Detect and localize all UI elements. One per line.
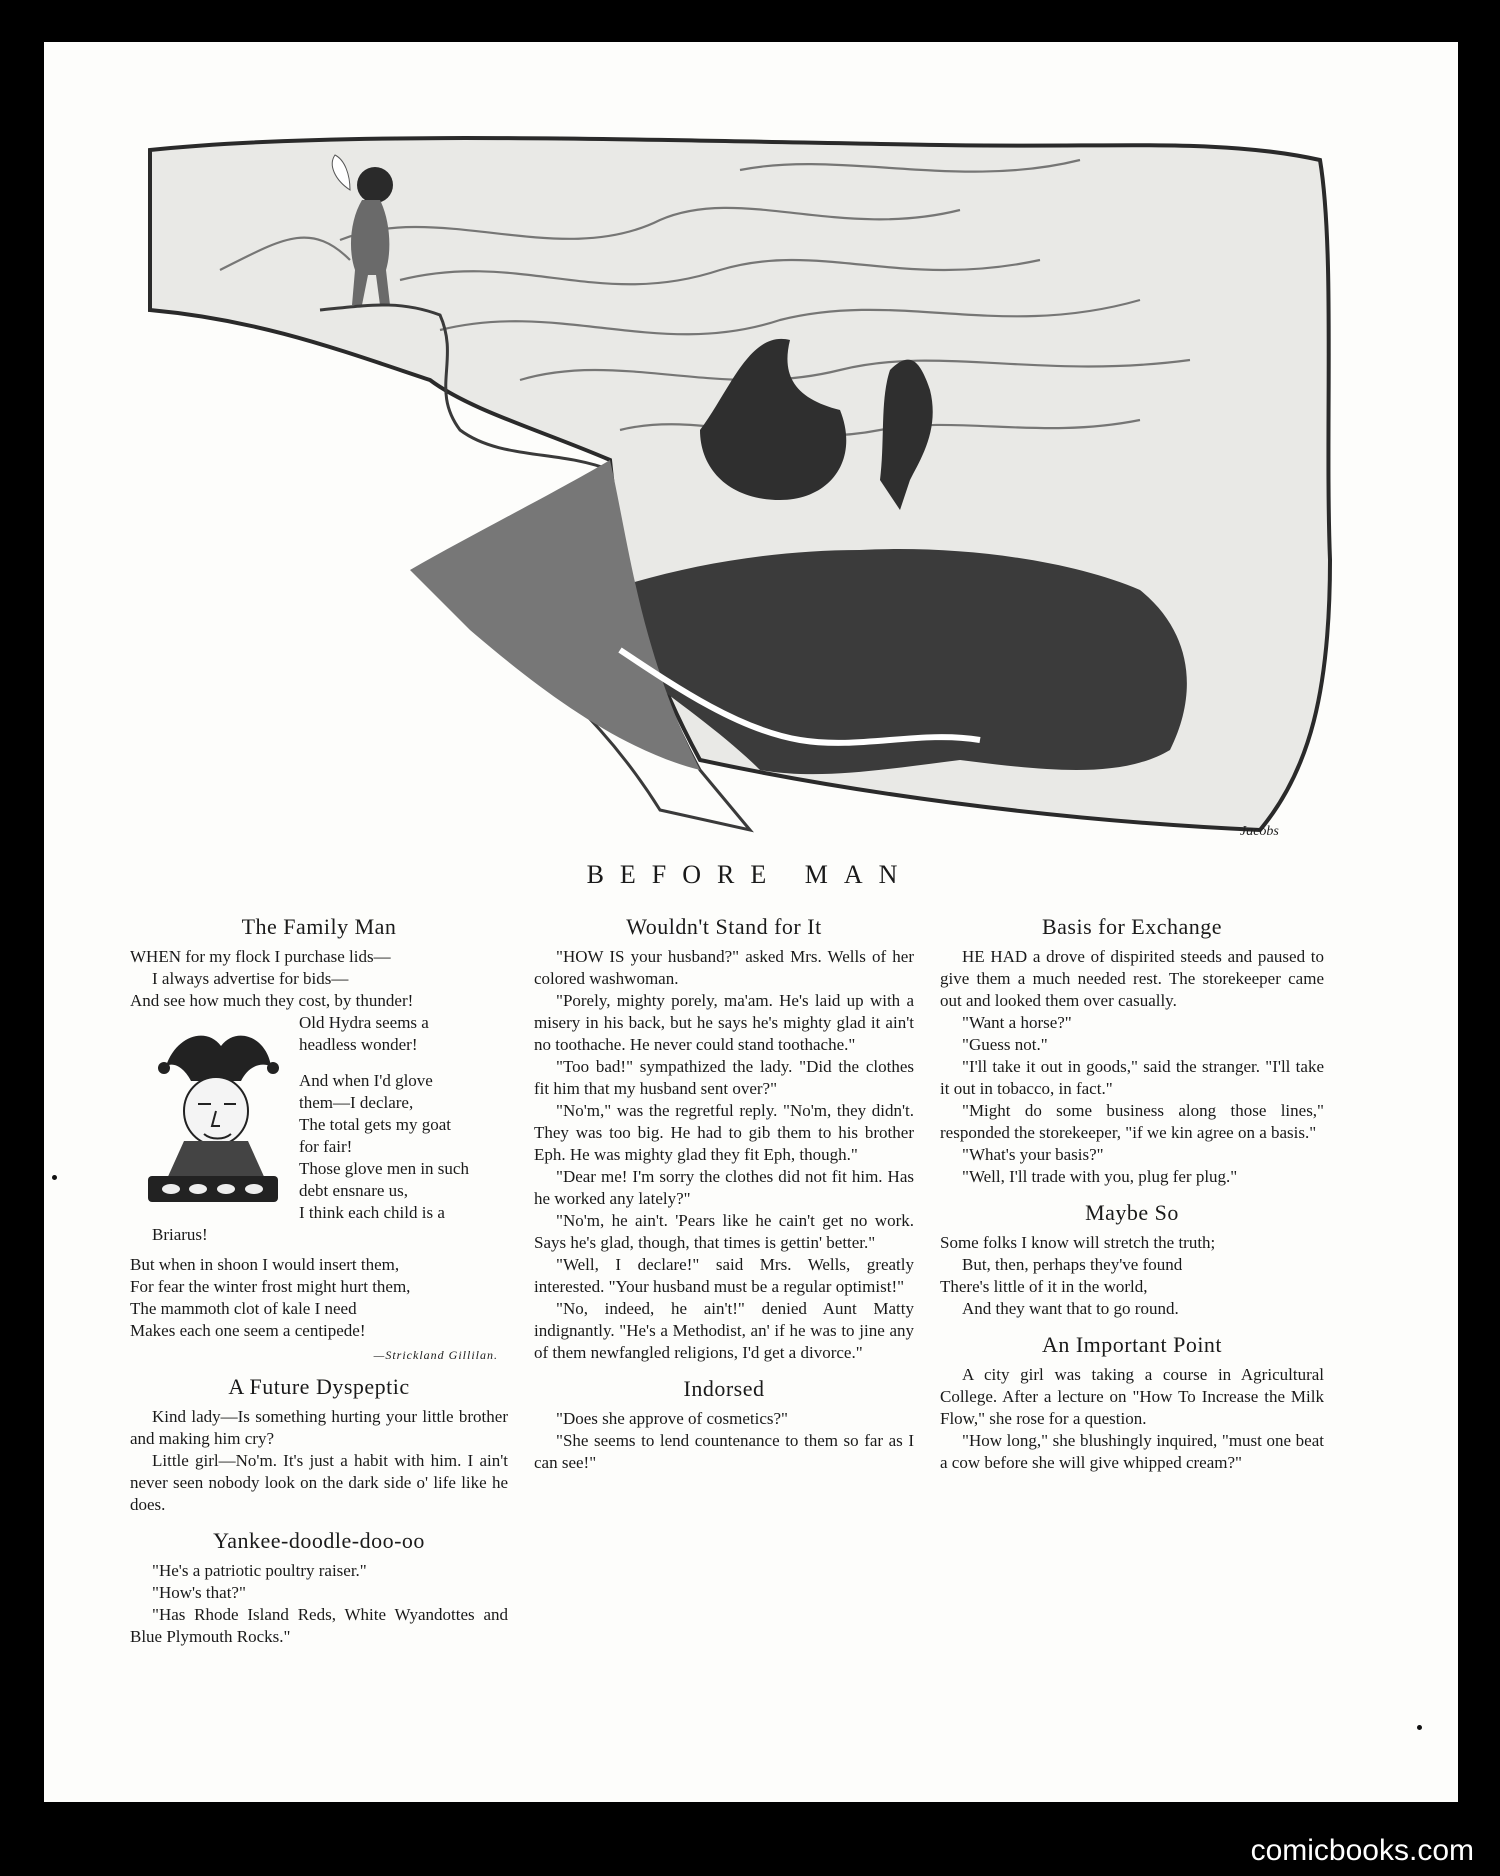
article-title-maybe-so: Maybe So <box>1085 1200 1179 1225</box>
verse-line: And when I'd glove <box>299 1071 433 1090</box>
paragraph: "Well, I'll trade with you, plug fer plug." <box>962 1167 1238 1186</box>
article-title-important-point: An Important Point <box>1041 1332 1223 1357</box>
verse-line: WHEN for my flock I purchase lids— <box>130 947 391 966</box>
paragraph: "Guess not." <box>962 1035 1048 1054</box>
paragraph: Little girl—No'm. It's just a habit with him. I ain't never seen nobody look on the dark side o' life like he does. <box>130 1451 508 1514</box>
column-right <box>940 910 1324 1474</box>
paragraph: "Porely, mighty porely, ma'am. He's laid up with a misery in his back, but he says he's mighty glad it ain't no toothache. He never could stand toothache." <box>534 991 914 1054</box>
paragraph: "He's a patriotic poultry raiser." <box>152 1561 367 1580</box>
verse-line: Makes each one seem a centipede! <box>130 1321 366 1340</box>
verse-line: headless wonder! <box>299 1035 418 1054</box>
verse-line: And see how much they cost, by thunder! <box>130 991 414 1010</box>
article-title-yankee: Yankee-doodle-doo-oo <box>213 1528 425 1553</box>
paragraph: HE HAD a drove of dispirited steeds and paused to give them a much needed rest. The storekeeper came out and looked them over casually. <box>940 947 1324 1010</box>
paragraph: "No, indeed, he ain't!" denied Aunt Matty indignantly. "He's a Methodist, an' if he was to jine any of them newfangled religions, I'd get a divorce." <box>534 1299 914 1362</box>
paragraph: "No'm," was the regretful reply. "No'm, they didn't. They was too big. He had to gib them to his brother Eph. He was mighty glad they fit Eph, though." <box>534 1101 914 1164</box>
print-speck <box>52 1175 57 1180</box>
paragraph: "HOW IS your husband?" asked Mrs. Wells of her colored washwoman. <box>534 947 914 988</box>
column-left <box>130 910 508 1648</box>
verse-line: I always advertise for bids— <box>152 969 349 988</box>
paragraph: "Too bad!" sympathized the lady. "Did the clothes fit him that my husband sent over?" <box>534 1057 914 1098</box>
verse-line: The mammoth clot of kale I need <box>130 1299 357 1318</box>
article-title-wouldnt-stand: Wouldn't Stand for It <box>626 914 822 939</box>
verse-line: For fear the winter frost might hurt them, <box>130 1277 411 1296</box>
verse-line: But, then, perhaps they've found <box>962 1255 1183 1274</box>
article-title-future-dyspeptic: A Future Dyspeptic <box>228 1374 410 1399</box>
paragraph: "What's your basis?" <box>962 1145 1104 1164</box>
article-title-family-man: The Family Man <box>241 914 397 939</box>
article-title-basis-for-exchange: Basis for Exchange <box>1041 914 1223 939</box>
paragraph: "No'm, he ain't. 'Pears like he cain't get no work. Says he's glad, though, that times is gettin' better." <box>534 1211 914 1252</box>
verse-line: There's little of it in the world, <box>940 1277 1148 1296</box>
column-middle <box>534 910 914 1474</box>
print-speck <box>1417 1725 1422 1730</box>
paragraph: "Dear me! I'm sorry the clothes did not fit him. Has he worked any lately?" <box>534 1167 914 1208</box>
paragraph: "Might do some business along those lines," responded the storekeeper, "if we kin agree on a basis." <box>940 1101 1324 1142</box>
verse-line: for fair! <box>299 1137 353 1156</box>
verse-line: Some folks I know will stretch the truth; <box>940 1233 1216 1252</box>
verse-line: But when in shoon I would insert them, <box>130 1255 400 1274</box>
paragraph: "Has Rhode Island Reds, White Wyandottes and Blue Plymouth Rocks." <box>130 1605 508 1646</box>
verse-line: Briarus! <box>152 1225 208 1244</box>
verse-line: The total gets my goat <box>299 1115 452 1134</box>
paragraph: "How's that?" <box>152 1583 246 1602</box>
watermark: comicbooks.com <box>1250 1834 1474 1867</box>
article-title-indorsed: Indorsed <box>683 1376 765 1401</box>
paragraph: "Want a horse?" <box>962 1013 1072 1032</box>
paragraph: "I'll take it out in goods," said the stranger. "I'll take it out in tobacco, in fact." <box>940 1057 1324 1098</box>
verse-line: Old Hydra seems a <box>299 1013 429 1032</box>
verse-line: debt ensnare us, <box>299 1181 409 1200</box>
verse-line: Those glove men in such <box>299 1159 469 1178</box>
paragraph: Kind lady—Is something hurting your little brother and making him cry? <box>130 1407 508 1448</box>
verse-line: I think each child is a <box>299 1203 445 1222</box>
attribution: —Strickland Gillilan. <box>373 1348 498 1362</box>
verse-line: And they want that to go round. <box>962 1299 1179 1318</box>
jester-cartoon <box>136 1016 291 1206</box>
paragraph: "Well, I declare!" said Mrs. Wells, greatly interested. "Your husband must be a regular optimist!" <box>534 1255 914 1296</box>
paragraph: "How long," she blushingly inquired, "must one beat a cow before she will give whipped cream?" <box>940 1431 1324 1472</box>
before-man-illustration <box>140 130 1340 870</box>
verse-line: them—I declare, <box>299 1093 414 1112</box>
paragraph: "Does she approve of cosmetics?" <box>556 1409 788 1428</box>
artist-signature: Jacobs <box>1240 824 1279 839</box>
paragraph: A city girl was taking a course in Agricultural College. After a lecture on "How To Increase the Milk Flow," she rose for a question. <box>940 1365 1324 1428</box>
illustration-caption: BEFORE MAN <box>586 860 914 889</box>
paragraph: "She seems to lend countenance to them so far as I can see!" <box>534 1431 914 1472</box>
